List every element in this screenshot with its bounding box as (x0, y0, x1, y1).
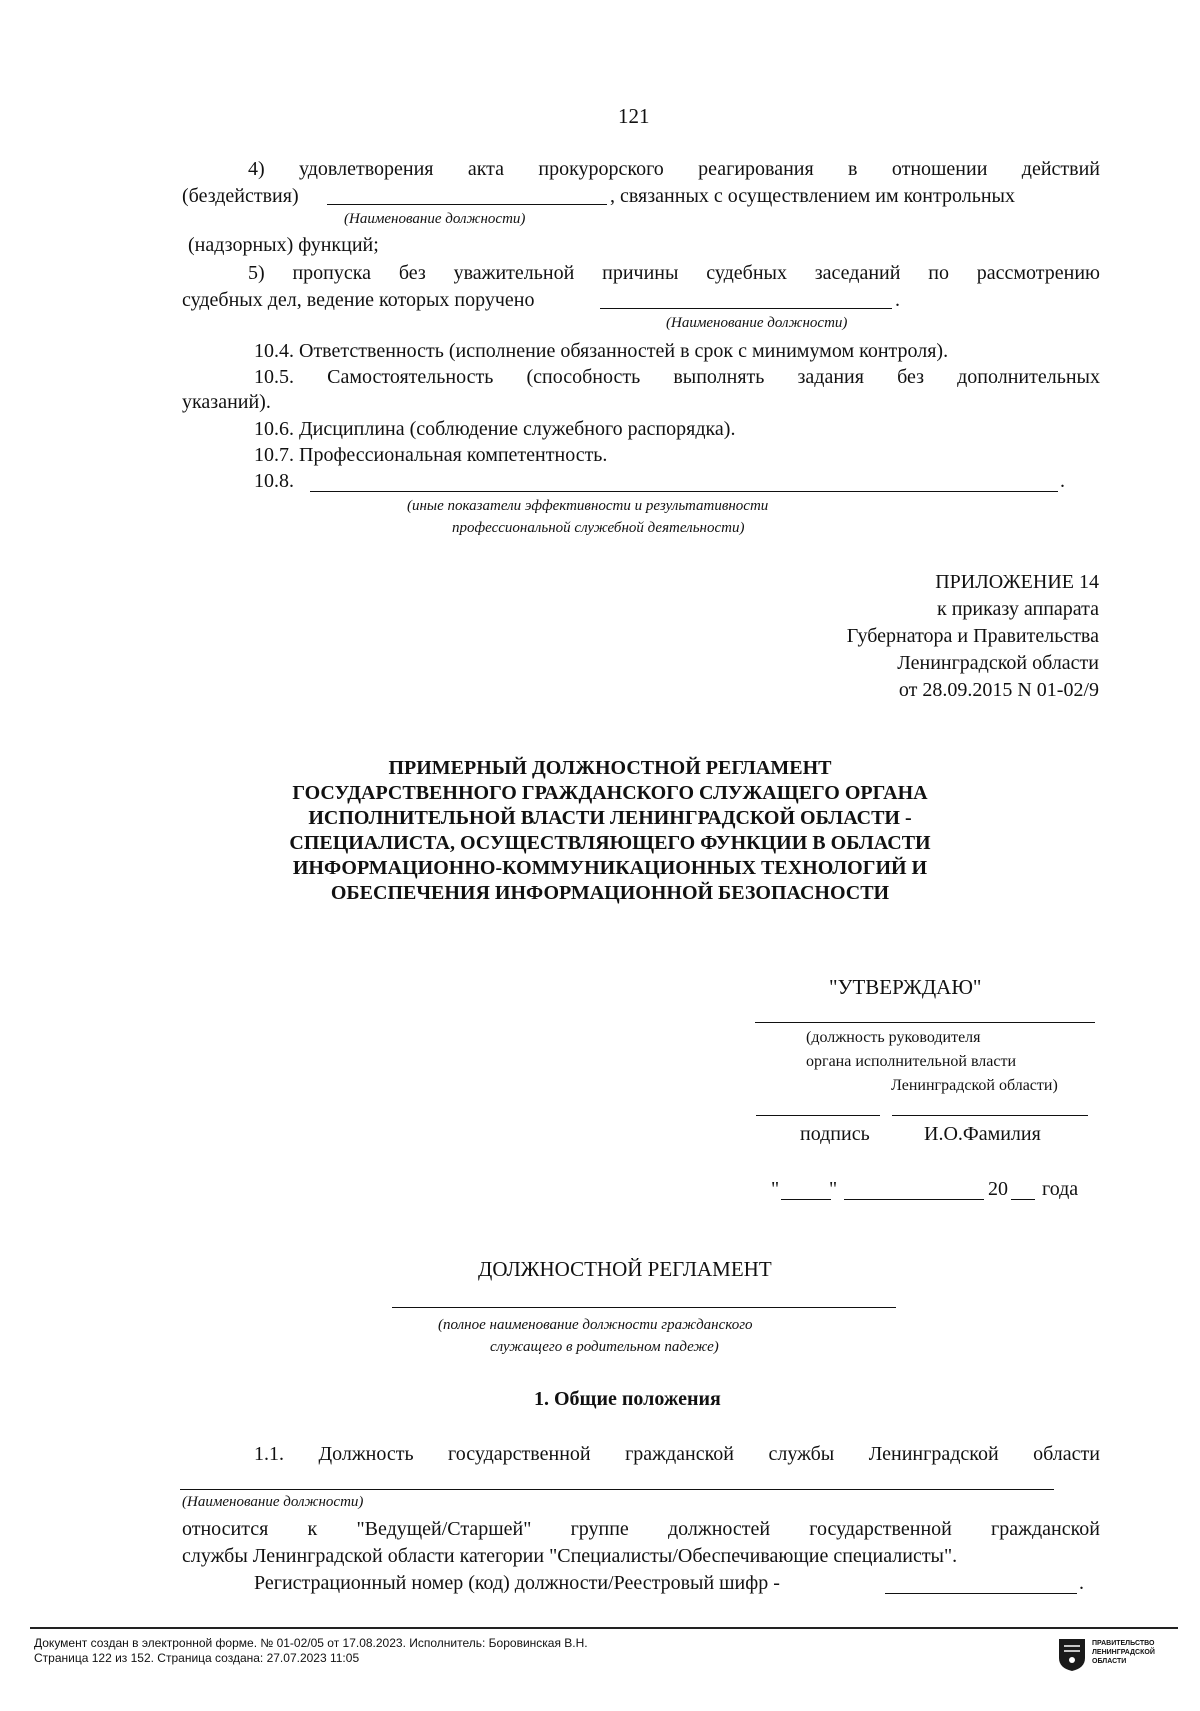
section-1-heading: 1. Общие положения (534, 1388, 721, 1410)
approver-position-blank[interactable] (755, 1022, 1095, 1023)
paragraph-10-8-caption-2: профессиональной служебной деятельности) (452, 520, 745, 536)
signature-label: подпись (800, 1123, 870, 1145)
paragraph-10-6: 10.6. Дисциплина (соблюдение служебного распорядка). (254, 418, 736, 440)
paragraph-10-8-caption-1: (иные показатели эффективности и результативности (407, 498, 769, 514)
item-5-line-1: 5) пропуска без уважительной причины судебных заседаний по рассмотрению (248, 262, 1100, 284)
appendix-title: ПРИЛОЖЕНИЕ 14 (935, 571, 1099, 593)
paragraph-10-7: 10.7. Профессиональная компетентность. (254, 444, 608, 466)
date-quote-close: " (829, 1178, 838, 1200)
footer-line-1: Документ создан в электронной форме. № 01-02/05 от 17.08.2023. Исполнитель: Боровинская В.Н. (34, 1636, 588, 1650)
approval-caption-3: Ленинградской области) (891, 1077, 1058, 1094)
indicators-blank[interactable] (310, 491, 1058, 492)
regulation-caption-1: (полное наименование должности гражданского (438, 1317, 753, 1333)
footer-separator (30, 1627, 1178, 1629)
main-title-line-3: ИСПОЛНИТЕЛЬНОЙ ВЛАСТИ ЛЕНИНГРАДСКОЙ ОБЛАСТИ - (308, 807, 912, 829)
main-title-line-6: ОБЕСПЕЧЕНИЯ ИНФОРМАЦИОННОЙ БЕЗОПАСНОСТИ (330, 882, 890, 904)
signature-blank[interactable] (756, 1115, 880, 1116)
coat-of-arms-icon (1058, 1638, 1086, 1672)
main-title-line-4: СПЕЦИАЛИСТА, ОСУЩЕСТВЛЯЮЩЕГО ФУНКЦИИ В ОБЛАСТИ (289, 832, 931, 854)
approval-caption-2: органа исполнительной власти (806, 1053, 1017, 1070)
paragraph-1-1-line-3: службы Ленинградской области категории "Специалисты/Обеспечивающие специалисты". (182, 1545, 958, 1567)
item-5-line-2: судебных дел, ведение которых поручено (182, 289, 535, 311)
date-year-prefix: 20 (988, 1178, 1008, 1200)
item-4-line-3: (надзорных) функций; (188, 234, 379, 256)
registration-number-blank[interactable] (885, 1593, 1077, 1594)
page-number: 121 (618, 104, 650, 128)
date-year-suffix: года (1042, 1178, 1079, 1200)
item-4-line-1: 4) удовлетворения акта прокурорского реагирования в отношении действий (248, 158, 1100, 180)
paragraph-1-1-caption: (Наименование должности) (182, 1494, 364, 1510)
day-blank[interactable] (781, 1199, 831, 1200)
position-blank-2[interactable] (600, 308, 892, 309)
paragraph-1-1-line-1: 1.1. Должность государственной гражданской службы Ленинградской области (254, 1443, 1100, 1465)
logo-text-2: ЛЕНИНГРАДСКОЙ (1092, 1649, 1155, 1656)
main-title-line-1: ПРИМЕРНЫЙ ДОЛЖНОСТНОЙ РЕГЛАМЕНТ (388, 757, 832, 779)
full-name-label: И.О.Фамилия (924, 1123, 1041, 1145)
regulation-position-blank[interactable] (392, 1307, 896, 1308)
date-quote-open: " (771, 1178, 780, 1200)
item-5-period: . (895, 289, 900, 311)
main-title-line-2: ГОСУДАРСТВЕННОГО ГРАЖДАНСКОГО СЛУЖАЩЕГО ОРГАНА (292, 782, 928, 804)
year-blank[interactable] (1011, 1199, 1035, 1200)
main-title-line-5: ИНФОРМАЦИОННО-КОММУНИКАЦИОННЫХ ТЕХНОЛОГИЙ И (292, 857, 928, 879)
item-4-line-2a: (бездействия) (182, 185, 299, 207)
regulation-heading: ДОЛЖНОСТНОЙ РЕГЛАМЕНТ (478, 1257, 772, 1281)
footer-line-2: Страница 122 из 152. Страница создана: 27.07.2023 11:05 (34, 1651, 360, 1665)
position-blank-1[interactable] (327, 204, 607, 205)
government-logo (1058, 1636, 1178, 1676)
position-name-blank[interactable] (180, 1489, 1054, 1490)
paragraph-1-1-line-2: относится к "Ведущей/Старшей" группе должностей государственной гражданской (182, 1518, 1100, 1540)
appendix-line-5: от 28.09.2015 N 01-02/9 (898, 679, 1099, 701)
item-5-caption: (Наименование должности) (666, 315, 848, 331)
logo-text-1: ПРАВИТЕЛЬСТВО (1092, 1640, 1155, 1647)
appendix-line-4: Ленинградской области (897, 652, 1099, 674)
full-name-blank[interactable] (892, 1115, 1088, 1116)
logo-text-3: ОБЛАСТИ (1092, 1658, 1127, 1665)
approval-caption-1: (должность руководителя (806, 1029, 981, 1046)
paragraph-10-5-line-2: указаний). (182, 391, 271, 413)
appendix-line-2: к приказу аппарата (936, 598, 1099, 620)
item-4-caption: (Наименование должности) (344, 211, 526, 227)
registration-number-period: . (1079, 1572, 1084, 1594)
item-4-line-2b: , связанных с осуществлением им контрольных (610, 185, 1015, 207)
registration-number-label: Регистрационный номер (код) должности/Реестровый шифр - (254, 1572, 780, 1594)
regulation-caption-2: служащего в родительном падеже) (490, 1339, 719, 1355)
paragraph-10-4: 10.4. Ответственность (исполнение обязанностей в срок с минимумом контроля). (254, 340, 949, 362)
appendix-line-3: Губернатора и Правительства (846, 625, 1099, 647)
month-blank[interactable] (844, 1199, 984, 1200)
approval-heading: "УТВЕРЖДАЮ" (829, 975, 982, 999)
paragraph-10-8: 10.8. (254, 470, 294, 492)
paragraph-10-8-period: . (1060, 470, 1065, 492)
paragraph-10-5-line-1: 10.5. Самостоятельность (способность выполнять задания без дополнительных (254, 366, 1100, 388)
main-title (200, 756, 1020, 906)
